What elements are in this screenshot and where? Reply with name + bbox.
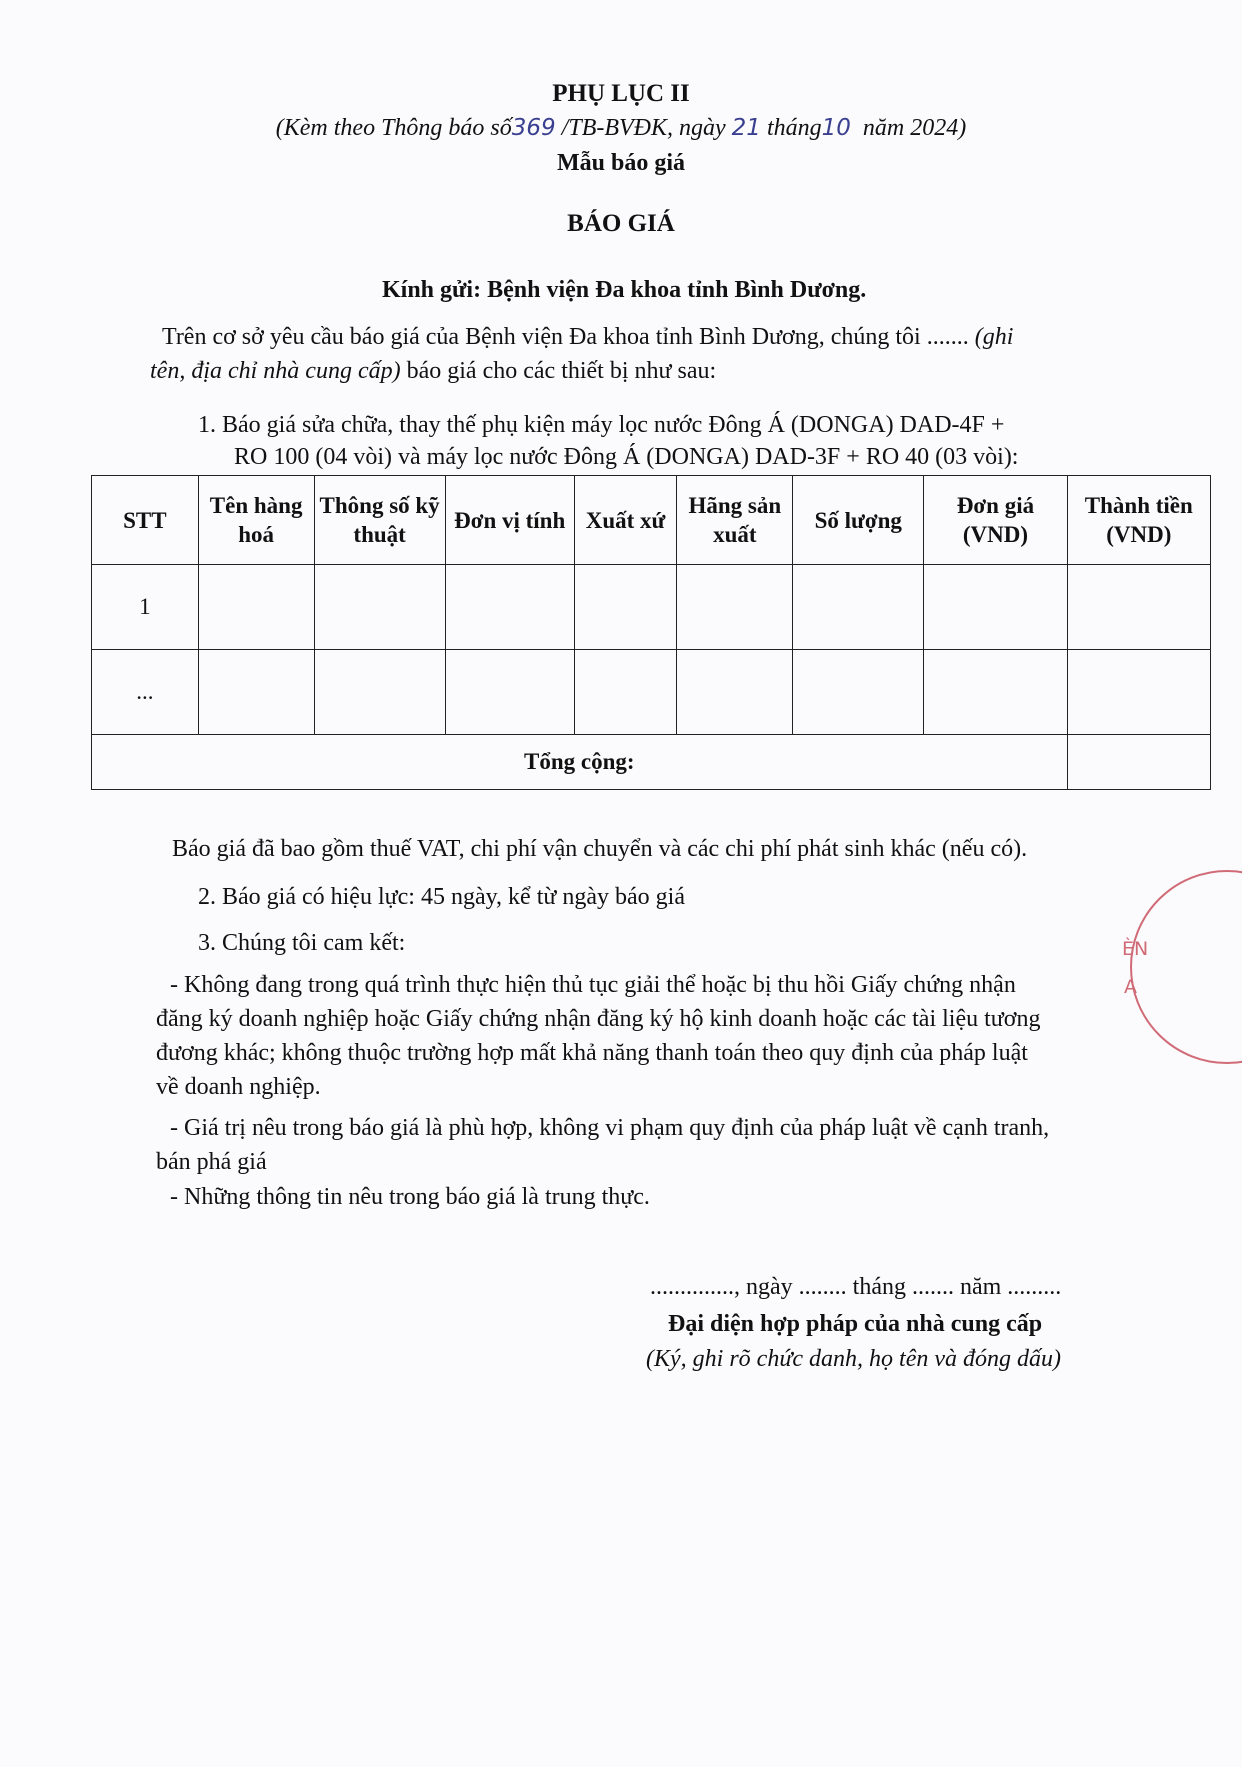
ref-prefix: (Kèm theo Thông báo số <box>275 115 512 141</box>
header-quantity: Số lượng <box>793 476 924 565</box>
header-specs: Thông số kỹ thuật <box>314 476 445 565</box>
form-title: Mẫu báo giá <box>556 150 685 176</box>
signature-title: Đại diện hợp pháp của nhà cung cấp <box>668 1311 1043 1337</box>
commit-p2-line-2: bán phá giá <box>156 1149 267 1175</box>
row-stt: ... <box>92 650 199 735</box>
commit-p3: - Những thông tin nêu trong báo giá là trung thực. <box>170 1184 650 1210</box>
table-cell <box>1067 650 1210 735</box>
table-cell <box>924 650 1067 735</box>
intro-note-2: tên, địa chỉ nhà cung cấp) <box>150 358 401 384</box>
table-cell <box>574 650 677 735</box>
commit-p1-line-3: đương khác; không thuộc trường hợp mất khả năng thanh toán theo quy định của pháp luật <box>156 1040 1028 1066</box>
row-stt: 1 <box>92 565 199 650</box>
table-cell <box>1067 565 1210 650</box>
table-cell <box>793 565 924 650</box>
quote-table <box>91 475 1211 790</box>
intro-text-2: báo giá cho các thiết bị như sau: <box>406 358 717 384</box>
table-cell <box>677 565 793 650</box>
commit-p1-line-2: đăng ký doanh nghiệp hoặc Giấy chứng nhận đăng ký hộ kinh doanh hoặc các tài liệu tương <box>156 1006 1041 1032</box>
intro-line-2 <box>150 354 716 388</box>
table-cell <box>574 565 677 650</box>
commit-p1-line-1: - Không đang trong quá trình thực hiện thủ tục giải thể hoặc bị thu hồi Giấy chứng nhận <box>170 972 1016 998</box>
header-manufacturer: Hãng sản xuất <box>677 476 793 565</box>
ref-number: 369 <box>511 115 556 141</box>
total-value-cell <box>1067 735 1210 790</box>
signature-date-line: .............., ngày ........ tháng ....... năm ......... <box>650 1274 1062 1300</box>
stamp-text-2: A <box>1124 976 1137 998</box>
stamp-text-1: ÈN <box>1122 938 1149 960</box>
table-cell <box>314 565 445 650</box>
document-title: BÁO GIÁ <box>567 210 675 237</box>
reference-line <box>0 115 1242 142</box>
intro-line-1 <box>162 320 1013 354</box>
intro-text-1: Trên cơ sở yêu cầu báo giá của Bệnh viện Đa khoa tỉnh Bình Dương, chúng tôi ....... <box>162 324 969 350</box>
header-unit: Đơn vị tính <box>445 476 574 565</box>
validity-note: 2. Báo giá có hiệu lực: 45 ngày, kể từ ngày báo giá <box>198 884 685 910</box>
table-cell <box>445 650 574 735</box>
ref-day: 21 <box>731 115 761 141</box>
ref-month: 10 <box>821 115 851 141</box>
table-cell <box>314 650 445 735</box>
table-cell <box>793 650 924 735</box>
commit-title: 3. Chúng tôi cam kết: <box>198 930 406 956</box>
header-unit-price: Đơn giá (VND) <box>924 476 1067 565</box>
vat-note: Báo giá đã bao gồm thuế VAT, chi phí vận chuyển và các chi phí phát sinh khác (nếu có). <box>172 836 1028 862</box>
table-row <box>92 565 1211 650</box>
ref-year: năm 2024) <box>862 115 967 141</box>
item1-line-2: RO 100 (04 vòi) và máy lọc nước Đông Á (DONGA) DAD-3F + RO 40 (03 vòi): <box>234 444 1019 470</box>
table-cell <box>677 650 793 735</box>
header-stt: STT <box>92 476 199 565</box>
table-header-row <box>92 476 1211 565</box>
table-cell <box>198 565 314 650</box>
signature-note: (Ký, ghi rõ chức danh, họ tên và đóng dấu) <box>646 1346 1062 1372</box>
header-goods-name: Tên hàng hoá <box>198 476 314 565</box>
commit-p2-line-1: - Giá trị nêu trong báo giá là phù hợp, không vi phạm quy định của pháp luật về cạnh tranh, <box>170 1115 1050 1141</box>
header-total-amount: Thành tiền (VND) <box>1067 476 1210 565</box>
commit-p1-line-4: về doanh nghiệp. <box>156 1074 321 1100</box>
table-cell <box>924 565 1067 650</box>
ref-middle: /TB-BVĐK, ngày <box>561 115 726 141</box>
total-label: Tổng cộng: <box>92 735 1068 790</box>
appendix-title: PHỤ LỤC II <box>552 80 690 107</box>
header-origin: Xuất xứ <box>574 476 677 565</box>
intro-note-1: (ghi <box>974 324 1014 350</box>
red-stamp <box>1122 870 1242 1064</box>
table-row <box>92 650 1211 735</box>
recipient: Kính gửi: Bệnh viện Đa khoa tỉnh Bình Dương. <box>382 277 867 303</box>
ref-month-label: tháng <box>766 115 822 141</box>
total-row <box>92 735 1211 790</box>
table-cell <box>445 565 574 650</box>
item1-line-1: 1. Báo giá sửa chữa, thay thế phụ kiện máy lọc nước Đông Á (DONGA) DAD-4F + <box>198 412 1005 438</box>
table-cell <box>198 650 314 735</box>
